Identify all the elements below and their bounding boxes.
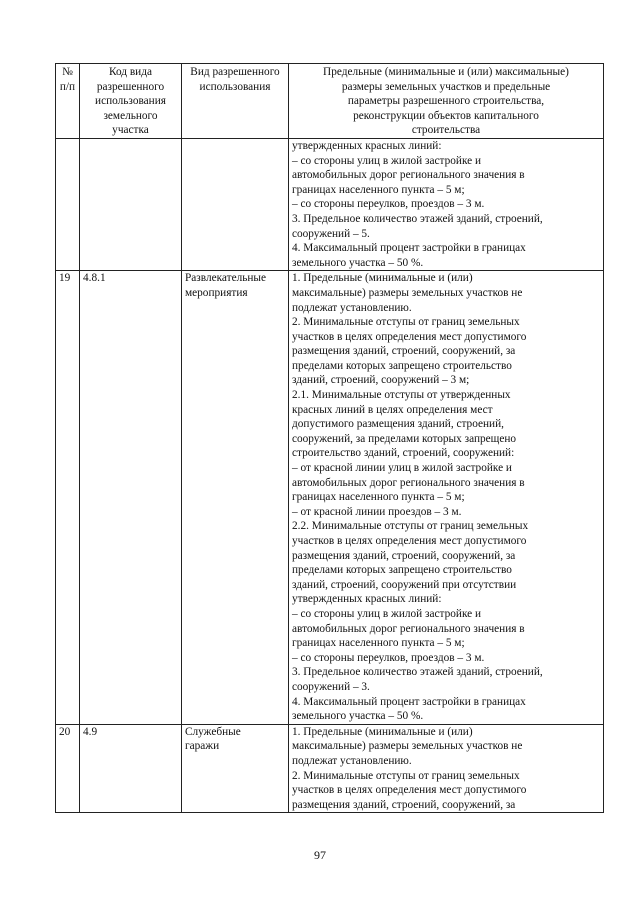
- use-kind-cell: Служебные гаражи: [182, 724, 289, 813]
- use-kind-cell: [182, 138, 289, 270]
- header-number: № п/п: [56, 64, 80, 139]
- use-code-cell: 4.9: [80, 724, 182, 813]
- table-header-row: [56, 64, 604, 139]
- table-row: [56, 724, 604, 813]
- page-number: 97: [314, 848, 326, 862]
- row-number-cell: 19: [56, 271, 80, 724]
- header-use-code: Код вида разрешенного использования земельного участка: [80, 64, 182, 139]
- table-row: [56, 271, 604, 724]
- header-use-kind: Вид разрешенного использования: [182, 64, 289, 139]
- row-number-cell: 20: [56, 724, 80, 813]
- limit-parameters-cell: 1. Предельные (минимальные и (или) максимальные) размеры земельных участков не подлежат установлению. 2. Минимальные отступы от границ земельных участков в целях определения мест допустимого размещения зданий, строений, сооружений, за: [289, 724, 604, 813]
- header-limit-parameters: Предельные (минимальные и (или) максимальные) размеры земельных участков и предельные параметры разрешенного строительства, реконструкции объектов капитального строительства: [289, 64, 604, 139]
- use-kind-cell: Развлекательные мероприятия: [182, 271, 289, 724]
- row-number-cell: [56, 138, 80, 270]
- table-body: [56, 138, 604, 812]
- limit-parameters-cell: 1. Предельные (минимальные и (или) максимальные) размеры земельных участков не подлежат установлению. 2. Минимальные отступы от границ земельных участков в целях определения мест допустимого размещения зданий, строений, сооружений, за пределами которых запрещено строительство зданий, строений, сооружений – 3 м; 2.1. Минимальные отступы от утвержденных красных линий в целях определения мест допустимого размещения зданий, строений, сооружений, за пределами которых запрещено строительство зданий, строений, сооружений: – от красной линии улиц в жилой застройке и автомобильных дорог регионального значения в границах населенного пункта – 5 м; – от красной линии проездов – 3 м. 2.2. Минимальные отступы от границ земельных участков в целях определения мест допустимого размещения зданий, строений, сооружений, за пределами которых запрещено строительство зданий, строений, сооружений при отсутствии утвержденных красных линий: – со стороны улиц в жилой застройке и автомобильных дорог регионального значения в границах населенного пункта – 5 м; – со стороны переулков, проездов – 3 м. 3. Предельное количество этажей зданий, строений, сооружений – 3. 4. Максимальный процент застройки в границах земельного участка – 50 %.: [289, 271, 604, 724]
- zoning-parameters-table: [55, 63, 604, 813]
- table-row: [56, 138, 604, 270]
- use-code-cell: [80, 138, 182, 270]
- limit-parameters-cell: утвержденных красных линий: – со стороны улиц в жилой застройке и автомобильных дорог регионального значения в границах населенного пункта – 5 м; – со стороны переулков, проездов – 3 м. 3. Предельное количество этажей зданий, строений, сооружений – 5. 4. Максимальный процент застройки в границах земельного участка – 50 %.: [289, 138, 604, 270]
- use-code-cell: 4.8.1: [80, 271, 182, 724]
